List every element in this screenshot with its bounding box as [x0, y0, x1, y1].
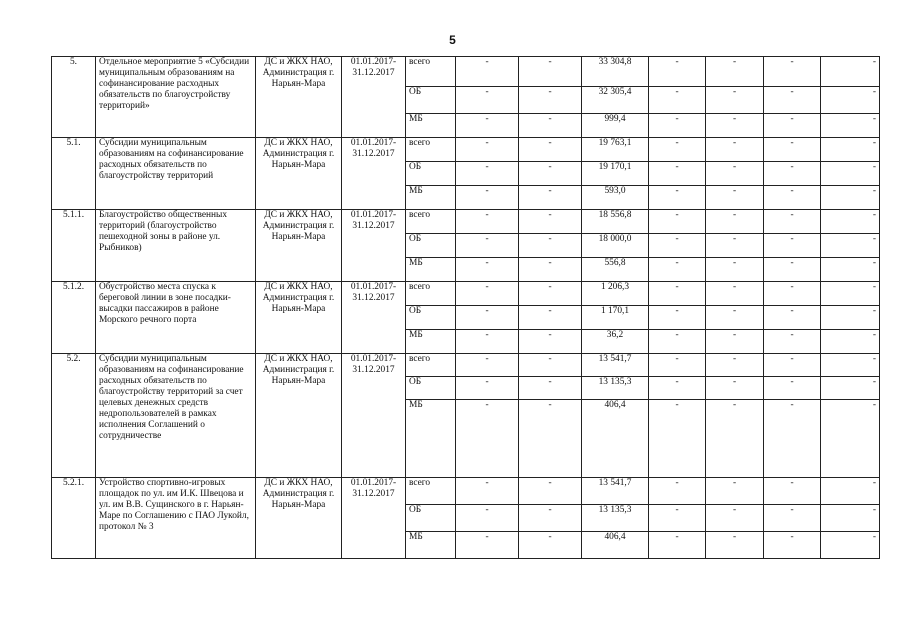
- dash-cell: -: [519, 354, 582, 377]
- executor: ДС и ЖКХ НАО, Администрация г. Нарьян-Мара: [256, 354, 342, 478]
- dash-cell: -: [764, 234, 821, 258]
- period: 01.01.2017-31.12.2017: [342, 354, 406, 478]
- dash-cell: -: [706, 186, 764, 210]
- dash-cell: -: [456, 282, 519, 306]
- activity-name: Обустройство места спуска к береговой линии в зоне посадки-высадки пассажиров в районе Морского речного порта: [96, 282, 256, 354]
- amount-cell: 1 170,1: [582, 306, 649, 330]
- amount-cell: 36,2: [582, 330, 649, 354]
- table-row: [52, 478, 880, 505]
- dash-cell: -: [649, 162, 706, 186]
- dash-cell: -: [519, 282, 582, 306]
- dash-cell: -: [706, 258, 764, 282]
- amount-cell: 18 556,8: [582, 210, 649, 234]
- dash-cell: -: [764, 138, 821, 162]
- dash-cell: -: [456, 478, 519, 505]
- dash-cell: -: [519, 210, 582, 234]
- dash-cell: -: [764, 57, 821, 87]
- dash-cell: -: [456, 330, 519, 354]
- dash-cell: -: [456, 210, 519, 234]
- dash-cell: -: [649, 354, 706, 377]
- dash-cell: -: [649, 258, 706, 282]
- dash-cell: -: [519, 162, 582, 186]
- dash-cell: -: [821, 57, 880, 87]
- dash-cell: -: [706, 330, 764, 354]
- funding-source: МБ: [406, 532, 456, 559]
- dash-cell: -: [649, 505, 706, 532]
- dash-cell: -: [649, 57, 706, 87]
- table-row: [52, 282, 880, 306]
- dash-cell: -: [456, 400, 519, 478]
- amount-cell: 13 135,3: [582, 505, 649, 532]
- dash-cell: -: [649, 87, 706, 114]
- dash-cell: -: [456, 532, 519, 559]
- dash-cell: -: [649, 377, 706, 400]
- dash-cell: -: [649, 234, 706, 258]
- row-number: 5.: [52, 57, 96, 138]
- funding-source: МБ: [406, 258, 456, 282]
- amount-cell: 32 305,4: [582, 87, 649, 114]
- row-number: 5.2.: [52, 354, 96, 478]
- dash-cell: -: [456, 186, 519, 210]
- dash-cell: -: [456, 306, 519, 330]
- dash-cell: -: [821, 258, 880, 282]
- page-number: 5: [449, 33, 456, 47]
- dash-cell: -: [764, 330, 821, 354]
- dash-cell: -: [519, 532, 582, 559]
- funding-source: ОБ: [406, 505, 456, 532]
- funding-source: всего: [406, 210, 456, 234]
- dash-cell: -: [649, 330, 706, 354]
- dash-cell: -: [649, 306, 706, 330]
- dash-cell: -: [456, 505, 519, 532]
- row-number: 5.1.: [52, 138, 96, 210]
- amount-cell: 556,8: [582, 258, 649, 282]
- dash-cell: -: [519, 186, 582, 210]
- table-row: [52, 57, 880, 87]
- amount-cell: 406,4: [582, 400, 649, 478]
- activity-name: Устройство спортивно-игровых площадок по ул. им И.К. Швецова и ул. им В.В. Сущинского в г. Нарьян-Маре по Соглашению с ПАО Лукойл, протокол № 3: [96, 478, 256, 559]
- dash-cell: -: [519, 57, 582, 87]
- dash-cell: -: [706, 87, 764, 114]
- executor: ДС и ЖКХ НАО, Администрация г. Нарьян-Мара: [256, 282, 342, 354]
- amount-cell: 19 170,1: [582, 162, 649, 186]
- dash-cell: -: [519, 258, 582, 282]
- dash-cell: -: [456, 162, 519, 186]
- dash-cell: -: [764, 87, 821, 114]
- amount-cell: 18 000,0: [582, 234, 649, 258]
- dash-cell: -: [649, 186, 706, 210]
- dash-cell: -: [649, 282, 706, 306]
- amount-cell: 19 763,1: [582, 138, 649, 162]
- amount-cell: 1 206,3: [582, 282, 649, 306]
- funding-source: МБ: [406, 186, 456, 210]
- dash-cell: -: [456, 258, 519, 282]
- dash-cell: -: [519, 330, 582, 354]
- amount-cell: 593,0: [582, 186, 649, 210]
- dash-cell: -: [764, 377, 821, 400]
- period: 01.01.2017-31.12.2017: [342, 478, 406, 559]
- period: 01.01.2017-31.12.2017: [342, 210, 406, 282]
- funding-source: ОБ: [406, 234, 456, 258]
- dash-cell: -: [649, 400, 706, 478]
- amount-cell: 13 135,3: [582, 377, 649, 400]
- dash-cell: -: [456, 87, 519, 114]
- funding-source: всего: [406, 282, 456, 306]
- funding-source: ОБ: [406, 377, 456, 400]
- dash-cell: -: [649, 478, 706, 505]
- dash-cell: -: [764, 400, 821, 478]
- executor: ДС и ЖКХ НАО, Администрация г. Нарьян-Мара: [256, 478, 342, 559]
- funding-source: ОБ: [406, 306, 456, 330]
- dash-cell: -: [456, 234, 519, 258]
- amount-cell: 406,4: [582, 532, 649, 559]
- dash-cell: -: [706, 234, 764, 258]
- dash-cell: -: [649, 210, 706, 234]
- dash-cell: -: [764, 505, 821, 532]
- amount-cell: 999,4: [582, 114, 649, 138]
- dash-cell: -: [519, 87, 582, 114]
- dash-cell: -: [649, 114, 706, 138]
- row-number: 5.1.2.: [52, 282, 96, 354]
- period: 01.01.2017-31.12.2017: [342, 138, 406, 210]
- dash-cell: -: [519, 377, 582, 400]
- dash-cell: -: [821, 330, 880, 354]
- dash-cell: -: [821, 210, 880, 234]
- dash-cell: -: [706, 57, 764, 87]
- dash-cell: -: [821, 532, 880, 559]
- period: 01.01.2017-31.12.2017: [342, 57, 406, 138]
- amount-cell: 13 541,7: [582, 478, 649, 505]
- dash-cell: -: [764, 258, 821, 282]
- table-row: [52, 210, 880, 234]
- funding-source: всего: [406, 354, 456, 377]
- row-number: 5.2.1.: [52, 478, 96, 559]
- dash-cell: -: [764, 210, 821, 234]
- dash-cell: -: [821, 505, 880, 532]
- dash-cell: -: [519, 505, 582, 532]
- dash-cell: -: [649, 532, 706, 559]
- dash-cell: -: [821, 138, 880, 162]
- dash-cell: -: [519, 478, 582, 505]
- dash-cell: -: [821, 234, 880, 258]
- program-table: [51, 56, 880, 559]
- dash-cell: -: [456, 138, 519, 162]
- dash-cell: -: [821, 282, 880, 306]
- dash-cell: -: [706, 162, 764, 186]
- executor: ДС и ЖКХ НАО, Администрация г. Нарьян-Мара: [256, 138, 342, 210]
- dash-cell: -: [706, 354, 764, 377]
- dash-cell: -: [821, 186, 880, 210]
- dash-cell: -: [649, 138, 706, 162]
- dash-cell: -: [519, 138, 582, 162]
- executor: ДС и ЖКХ НАО, Администрация г. Нарьян-Мара: [256, 57, 342, 138]
- dash-cell: -: [764, 478, 821, 505]
- period: 01.01.2017-31.12.2017: [342, 282, 406, 354]
- dash-cell: -: [706, 532, 764, 559]
- funding-source: ОБ: [406, 162, 456, 186]
- dash-cell: -: [764, 114, 821, 138]
- amount-cell: 13 541,7: [582, 354, 649, 377]
- dash-cell: -: [456, 354, 519, 377]
- dash-cell: -: [821, 162, 880, 186]
- dash-cell: -: [519, 114, 582, 138]
- dash-cell: -: [706, 138, 764, 162]
- dash-cell: -: [706, 505, 764, 532]
- funding-source: всего: [406, 478, 456, 505]
- dash-cell: -: [706, 114, 764, 138]
- dash-cell: -: [764, 186, 821, 210]
- dash-cell: -: [821, 114, 880, 138]
- dash-cell: -: [706, 400, 764, 478]
- activity-name: Отдельное мероприятие 5 «Субсидии муниципальным образованиям на софинансирование расходных обязательств по благоустройству территорий»: [96, 57, 256, 138]
- dash-cell: -: [821, 478, 880, 505]
- dash-cell: -: [706, 306, 764, 330]
- funding-source: ОБ: [406, 87, 456, 114]
- dash-cell: -: [456, 377, 519, 400]
- funding-source: МБ: [406, 400, 456, 478]
- row-number: 5.1.1.: [52, 210, 96, 282]
- funding-source: МБ: [406, 114, 456, 138]
- executor: ДС и ЖКХ НАО, Администрация г. Нарьян-Мара: [256, 210, 342, 282]
- activity-name: Субсидии муниципальным образованиям на софинансирование расходных обязательств по благоустройству территорий: [96, 138, 256, 210]
- table-row: [52, 138, 880, 162]
- dash-cell: -: [821, 306, 880, 330]
- dash-cell: -: [706, 377, 764, 400]
- dash-cell: -: [821, 87, 880, 114]
- dash-cell: -: [764, 282, 821, 306]
- dash-cell: -: [519, 306, 582, 330]
- dash-cell: -: [764, 306, 821, 330]
- dash-cell: -: [764, 354, 821, 377]
- dash-cell: -: [519, 234, 582, 258]
- funding-source: всего: [406, 138, 456, 162]
- activity-name: Субсидии муниципальным образованиям на софинансирование расходных обязательств по благоустройству территорий за счет целевых денежных средств недропользователей в рамках исполнения Соглашений о сотрудничестве: [96, 354, 256, 478]
- dash-cell: -: [706, 282, 764, 306]
- dash-cell: -: [821, 400, 880, 478]
- amount-cell: 33 304,8: [582, 57, 649, 87]
- dash-cell: -: [456, 57, 519, 87]
- dash-cell: -: [706, 210, 764, 234]
- activity-name: Благоустройство общественных территорий (благоустройство пешеходной зоны в районе ул. Рыбников): [96, 210, 256, 282]
- table-row: [52, 354, 880, 377]
- funding-source: всего: [406, 57, 456, 87]
- dash-cell: -: [519, 400, 582, 478]
- dash-cell: -: [821, 377, 880, 400]
- dash-cell: -: [706, 478, 764, 505]
- dash-cell: -: [821, 354, 880, 377]
- dash-cell: -: [764, 162, 821, 186]
- funding-source: МБ: [406, 330, 456, 354]
- dash-cell: -: [764, 532, 821, 559]
- dash-cell: -: [456, 114, 519, 138]
